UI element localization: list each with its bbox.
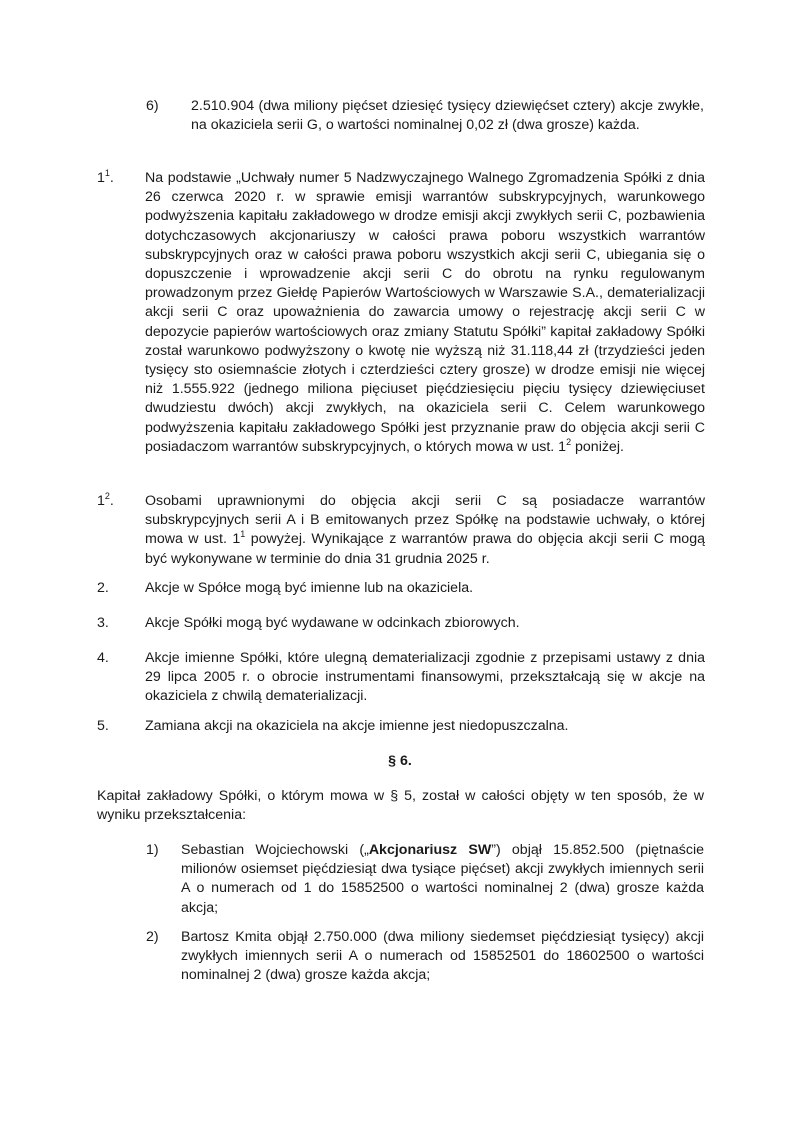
defined-term: Akcjonariusz SW [368,842,492,858]
list-item-text: Sebastian Wojciechowski („Akcjonariusz SW”) objął 15.852.500 (piętnaście milionów osiemset pięćdziesiąt dwa tysiące pięćset) akcji zwykłych imiennych serii A o numerach od 1 do 15852500 o wartości nominalnej 2 (dwa) grosze każda akcja; [181,842,704,916]
list-item-number: 4. [97,650,109,666]
list-item-number: 2. [97,580,109,596]
list-item-text: Na podstawie „Uchwały numer 5 Nadzwyczajnego Walnego Zgromadzenia Spółki z dnia 26 czerwca 2020 r. w sprawie emisji warrantów subskrypcyjnych, warunkowego podwyższenia kapitału zakładowego w drodze emisji akcji zwykłych serii C, pozbawienia dotychczasowych akcjonariuszy w całości prawa poboru wszystkich warrantów subskrypcyjnych oraz w całości prawa poboru wszystkich akcji serii C, ubiegania się o dopuszczenie i wprowadzenie akcji serii C do obrotu na rynku regulowanym prowadzonym przez Giełdę Papierów Wartościowych w Warszawie S.A., dematerializacji akcji serii C oraz upoważnienia do zawarcia umowy o rejestrację akcji serii C w depozycie papierów wartościowych oraz zmiany Statutu Spółki” kapitał zakładowy Spółki został warunkowo podwyższony o kwotę nie wyższą niż 31.118,44 zł (trzydzieści jeden tysięcy sto osiemnaście złotych i czterdzieści cztery grosze) w drodze emisji nie więcej niż 1.555.922 (jednego miliona pięciuset pięćdziesięciu pięciu tysięcy dziewięciuset dwudziestu dwóch) akcji zwykłych, na okaziciela serii C. Celem warunkowego podwyższenia kapitału zakładowego Spółki jest przyznanie praw do objęcia akcji serii C posiadaczom warrantów subskrypcyjnych, o których mowa w ust. $1^2$ poniżej. [145,170,705,455]
list-item-number: $1^2$. [97,491,114,509]
section-heading: § 6. [388,753,412,769]
list-item-number: 3. [97,615,109,631]
list-item-number: $1^1$. [97,168,114,186]
list-item-text: Bartosz Kmita objął 2.750.000 (dwa miliony siedemset pięćdziesiąt tysięcy) akcji zwykłych imiennych serii A o numerach od 15852501 do 18602500 o wartości nominalnej 2 (dwa) grosze każda akcja; [181,929,704,984]
list-item-text: 2.510.904 (dwa miliony pięćset dziesięć tysięcy dziewięćset cztery) akcje zwykłe, na okaziciela serii G, o wartości nominalnej 0,02 zł (dwa grosze) każda. [191,98,704,134]
list-item-number: 2) [146,929,159,945]
list-item-text: Osobami uprawnionymi do objęcia akcji serii C są posiadacze warrantów subskrypcyjnych serii A i B emitowanych przez Spółkę na podstawie uchwały, o której mowa w ust. $1^1$ powyżej. Wynikające z warrantów prawa do objęcia akcji serii C mogą być wykonywane w terminie do dnia 31 grudnia 2025 r. [145,493,705,567]
list-item-text: Akcje Spółki mogą być wydawane w odcinkach zbiorowych. [145,615,520,631]
list-item-number: 1) [146,842,159,858]
list-item-text: Akcje w Spółce mogą być imienne lub na okaziciela. [145,580,474,596]
list-item-number: 6) [146,98,159,114]
list-item-text: Akcje imienne Spółki, które ulegną dematerializacji zgodnie z przepisami ustawy z dnia 29 lipca 2005 r. o obrocie instrumentami finansowymi, przekształcają się w akcje na okaziciela z chwilą dematerializacji. [145,650,705,705]
intro-paragraph: Kapitał zakładowy Spółki, o którym mowa w § 5, został w całości objęty w ten sposób, że w wyniku przekształcenia: [97,788,704,824]
list-item-text: Zamiana akcji na okaziciela na akcje imienne jest niedopuszczalna. [145,718,569,734]
list-item-number: 5. [97,718,109,734]
